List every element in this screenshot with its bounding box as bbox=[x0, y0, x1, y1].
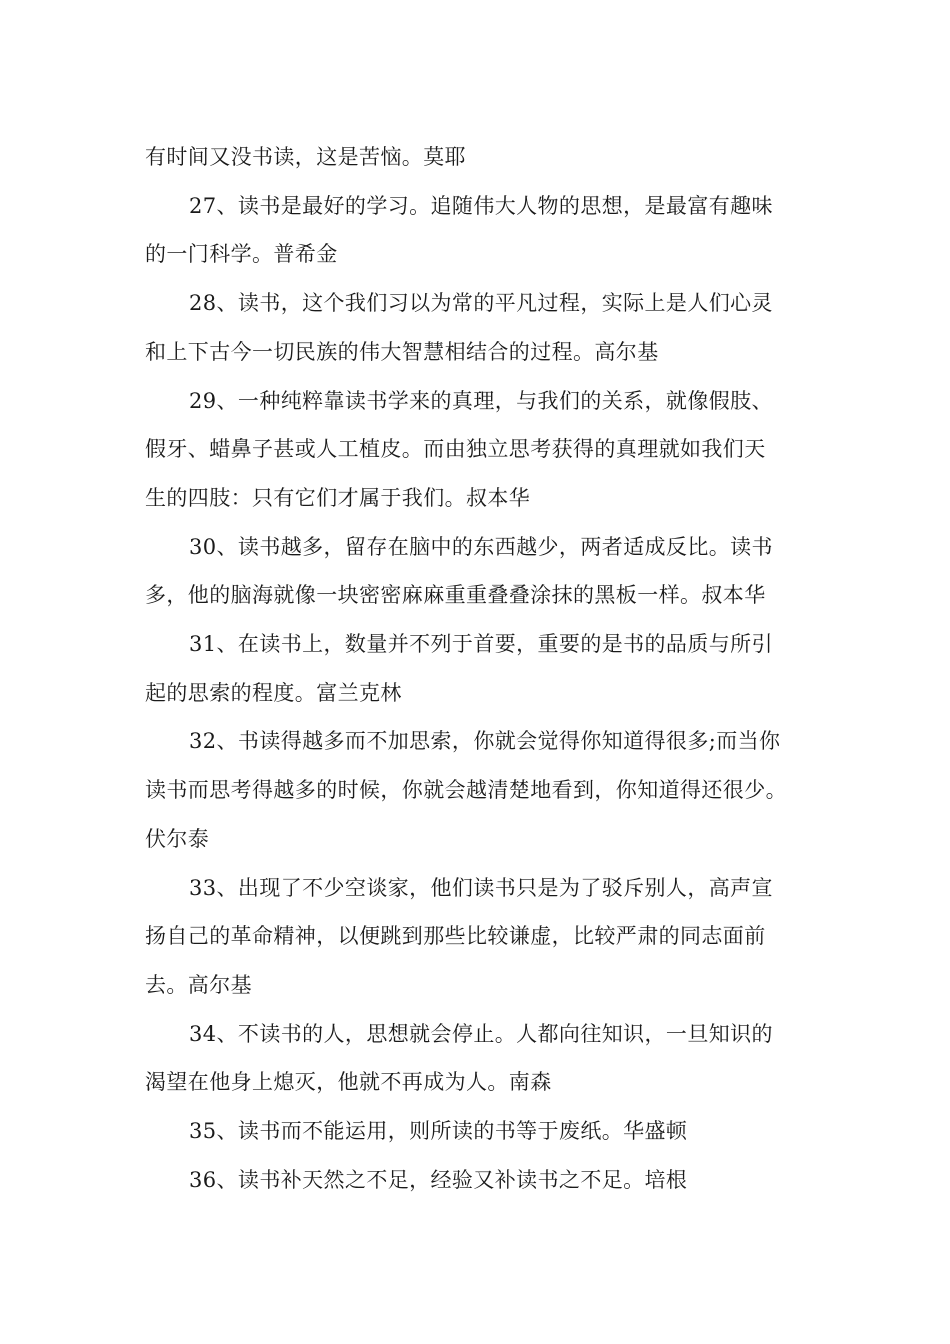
text-line: 多，他的脑海就像一块密密麻麻重重叠叠涂抹的黑板一样。叔本华 bbox=[145, 583, 766, 608]
text-line: 33、出现了不少空谈家，他们读书只是为了驳斥别人，高声宣 bbox=[189, 875, 773, 900]
text-line: 30、读书越多，留存在脑中的东西越少，两者适成反比。读书 bbox=[189, 534, 773, 559]
text-line: 31、在读书上，数量并不列于首要，重要的是书的品质与所引 bbox=[189, 632, 773, 657]
text-line: 35、读书而不能运用，则所读的书等于废纸。华盛顿 bbox=[189, 1119, 688, 1144]
text-line: 27、读书是最好的学习。追随伟大人物的思想，是最富有趣味 bbox=[189, 193, 773, 218]
text-line: 渴望在他身上熄灭，他就不再成为人。南森 bbox=[145, 1070, 552, 1095]
text-line: 有时间又没书读，这是苦恼。莫耶 bbox=[145, 145, 466, 169]
text-line: 29、一种纯粹靠读书学来的真理，与我们的关系，就像假肢、 bbox=[189, 388, 773, 413]
text-line: 伏尔泰 bbox=[145, 826, 210, 851]
text-line: 34、不读书的人，思想就会停止。人都向往知识，一旦知识的 bbox=[189, 1021, 773, 1046]
text-line: 读书而思考得越多的时候，你就会越清楚地看到，你知道得还很少。 bbox=[145, 778, 787, 803]
text-line: 36、读书补天然之不足，经验又补读书之不足。培根 bbox=[189, 1167, 688, 1192]
text-line: 扬自己的革命精神，以便跳到那些比较谦虚，比较严肃的同志面前 bbox=[145, 924, 766, 949]
text-line: 和上下古今一切民族的伟大智慧相结合的过程。高尔基 bbox=[145, 339, 659, 364]
text-line: 28、读书，这个我们习以为常的平凡过程，实际上是人们心灵 bbox=[189, 291, 773, 316]
text-line: 生的四肢：只有它们才属于我们。叔本华 bbox=[145, 485, 531, 510]
text-line: 假牙、蜡鼻子甚或人工植皮。而由独立思考获得的真理就如我们天 bbox=[145, 437, 766, 462]
quotes-text bbox=[145, 133, 825, 1204]
text-line: 起的思索的程度。富兰克林 bbox=[145, 680, 402, 705]
text-line: 的一门科学。普希金 bbox=[145, 242, 338, 267]
text-line: 32、书读得越多而不加思索，你就会觉得你知道得很多;而当你 bbox=[189, 729, 781, 754]
text-line: 去。高尔基 bbox=[145, 972, 252, 997]
